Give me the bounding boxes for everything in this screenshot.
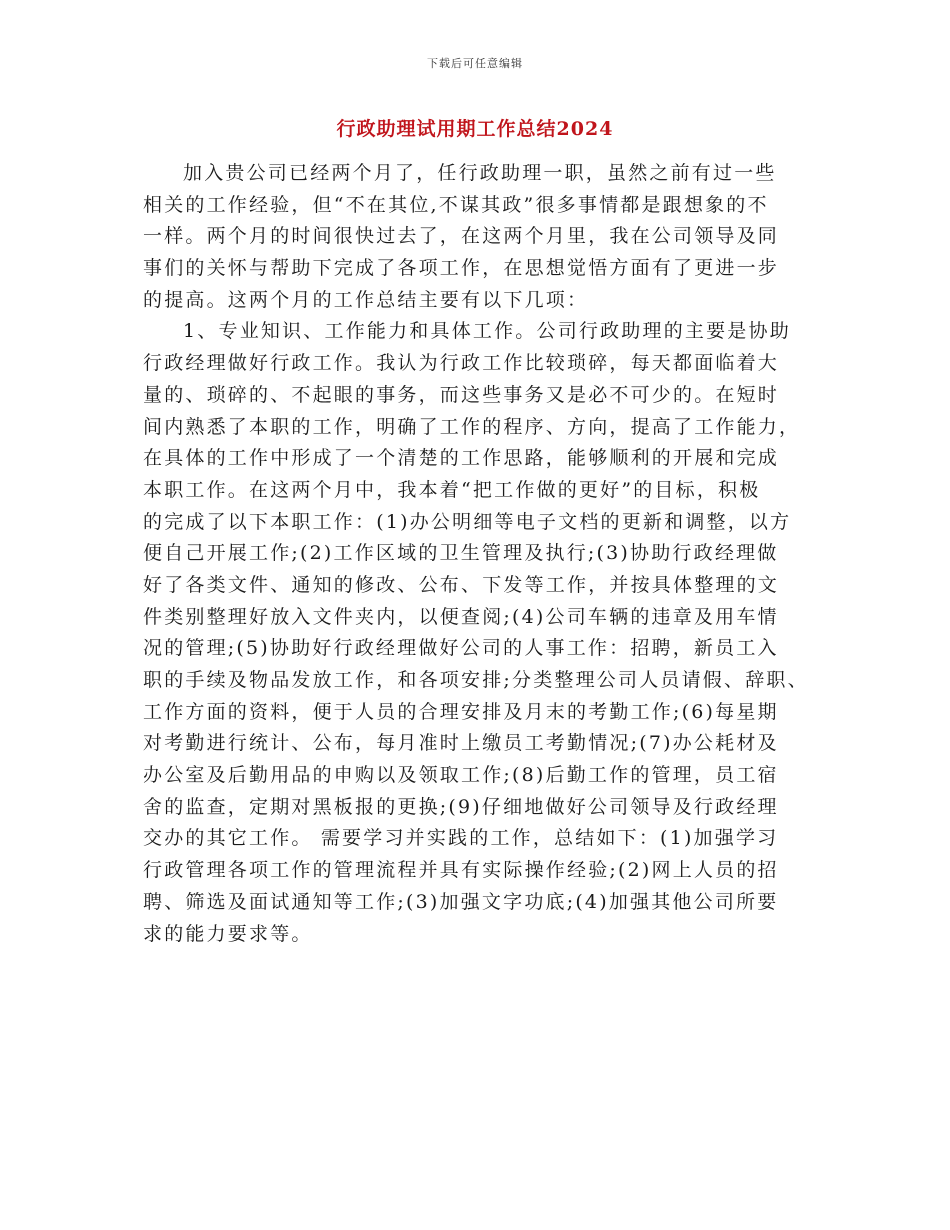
paragraph-line: 相关的工作经验，但“不在其位,不谋其政”很多事情都是跟想象的不 [143,193,769,216]
paragraph-line: 事们的关怀与帮助下完成了各项工作，在思想觉悟方面有了更进一步 [143,257,780,280]
paragraph-line: 1、专业知识、工作能力和具体工作。公司行政助理的主要是协助 [183,320,791,343]
paragraph-line: 本职工作。在这两个月中，我本着“把工作做的更好”的目标，积极 [143,478,761,501]
paragraph-line: 在具体的工作中形成了一个清楚的工作思路，能够顺利的开展和完成 [143,447,780,470]
paragraph-line: 行政管理各项工作的管理流程并具有实际操作经验;(2)网上人员的招 [143,859,779,882]
paragraph-line: 的提高。这两个月的工作总结主要有以下几项： [143,288,589,311]
paragraph-line: 对考勤进行统计、公布，每月准时上缴员工考勤情况;(7)办公耗材及 [143,732,779,755]
paragraph-line: 交办的其它工作。 需要学习并实践的工作，总结如下：(1)加强学习 [143,827,779,850]
paragraph-line: 舍的监查，定期对黑板报的更换;(9)仔细地做好公司领导及行政经理 [143,795,779,818]
document-body [143,158,811,950]
document-title: 行政助理试用期工作总结2024 [336,118,614,140]
paragraph-line: 求的能力要求等。 [143,922,313,945]
paragraph-line: 的完成了以下本职工作：(1)办公明细等电子文档的更新和调整，以方 [143,510,792,533]
paragraph-line: 一样。两个月的时间很快过去了，在这两个月里，我在公司领导及同 [143,225,780,248]
paragraph-line: 办公室及后勤用品的申购以及领取工作;(8)后勤工作的管理，员工宿 [143,764,779,787]
paragraph-line: 便自己开展工作;(2)工作区域的卫生管理及执行;(3)协助行政经理做 [143,542,779,565]
paragraph-line: 好了各类文件、通知的修改、公布、下发等工作，并按具体整理的文 [143,573,780,596]
paragraph-line: 行政经理做好行政工作。我认为行政工作比较琐碎，每天都面临着大 [143,352,780,375]
paragraph-line: 工作方面的资料，便于人员的合理安排及月末的考勤工作;(6)每星期 [143,700,779,723]
paragraph-line: 况的管理;(5)协助好行政经理做好公司的人事工作：招聘，新员工入 [143,637,779,660]
header-note: 下载后可任意编辑 [427,57,523,70]
paragraph-line: 加入贵公司已经两个月了，任行政助理一职，虽然之前有过一些 [183,162,777,184]
paragraph-line: 职的手续及物品发放工作，和各项安排;分类整理公司人员请假、辞职、 [143,669,809,691]
paragraph-line: 间内熟悉了本职的工作，明确了工作的程序、方向，提高了工作能力， [143,415,801,438]
paragraph-line: 聘、筛选及面试通知等工作;(3)加强文字功底;(4)加强其他公司所要 [143,890,779,913]
paragraph-line: 件类别整理好放入文件夹内，以便查阅;(4)公司车辆的违章及用车情 [143,605,779,628]
paragraph-line: 量的、琐碎的、不起眼的事务，而这些事务又是必不可少的。在短时 [143,383,780,406]
